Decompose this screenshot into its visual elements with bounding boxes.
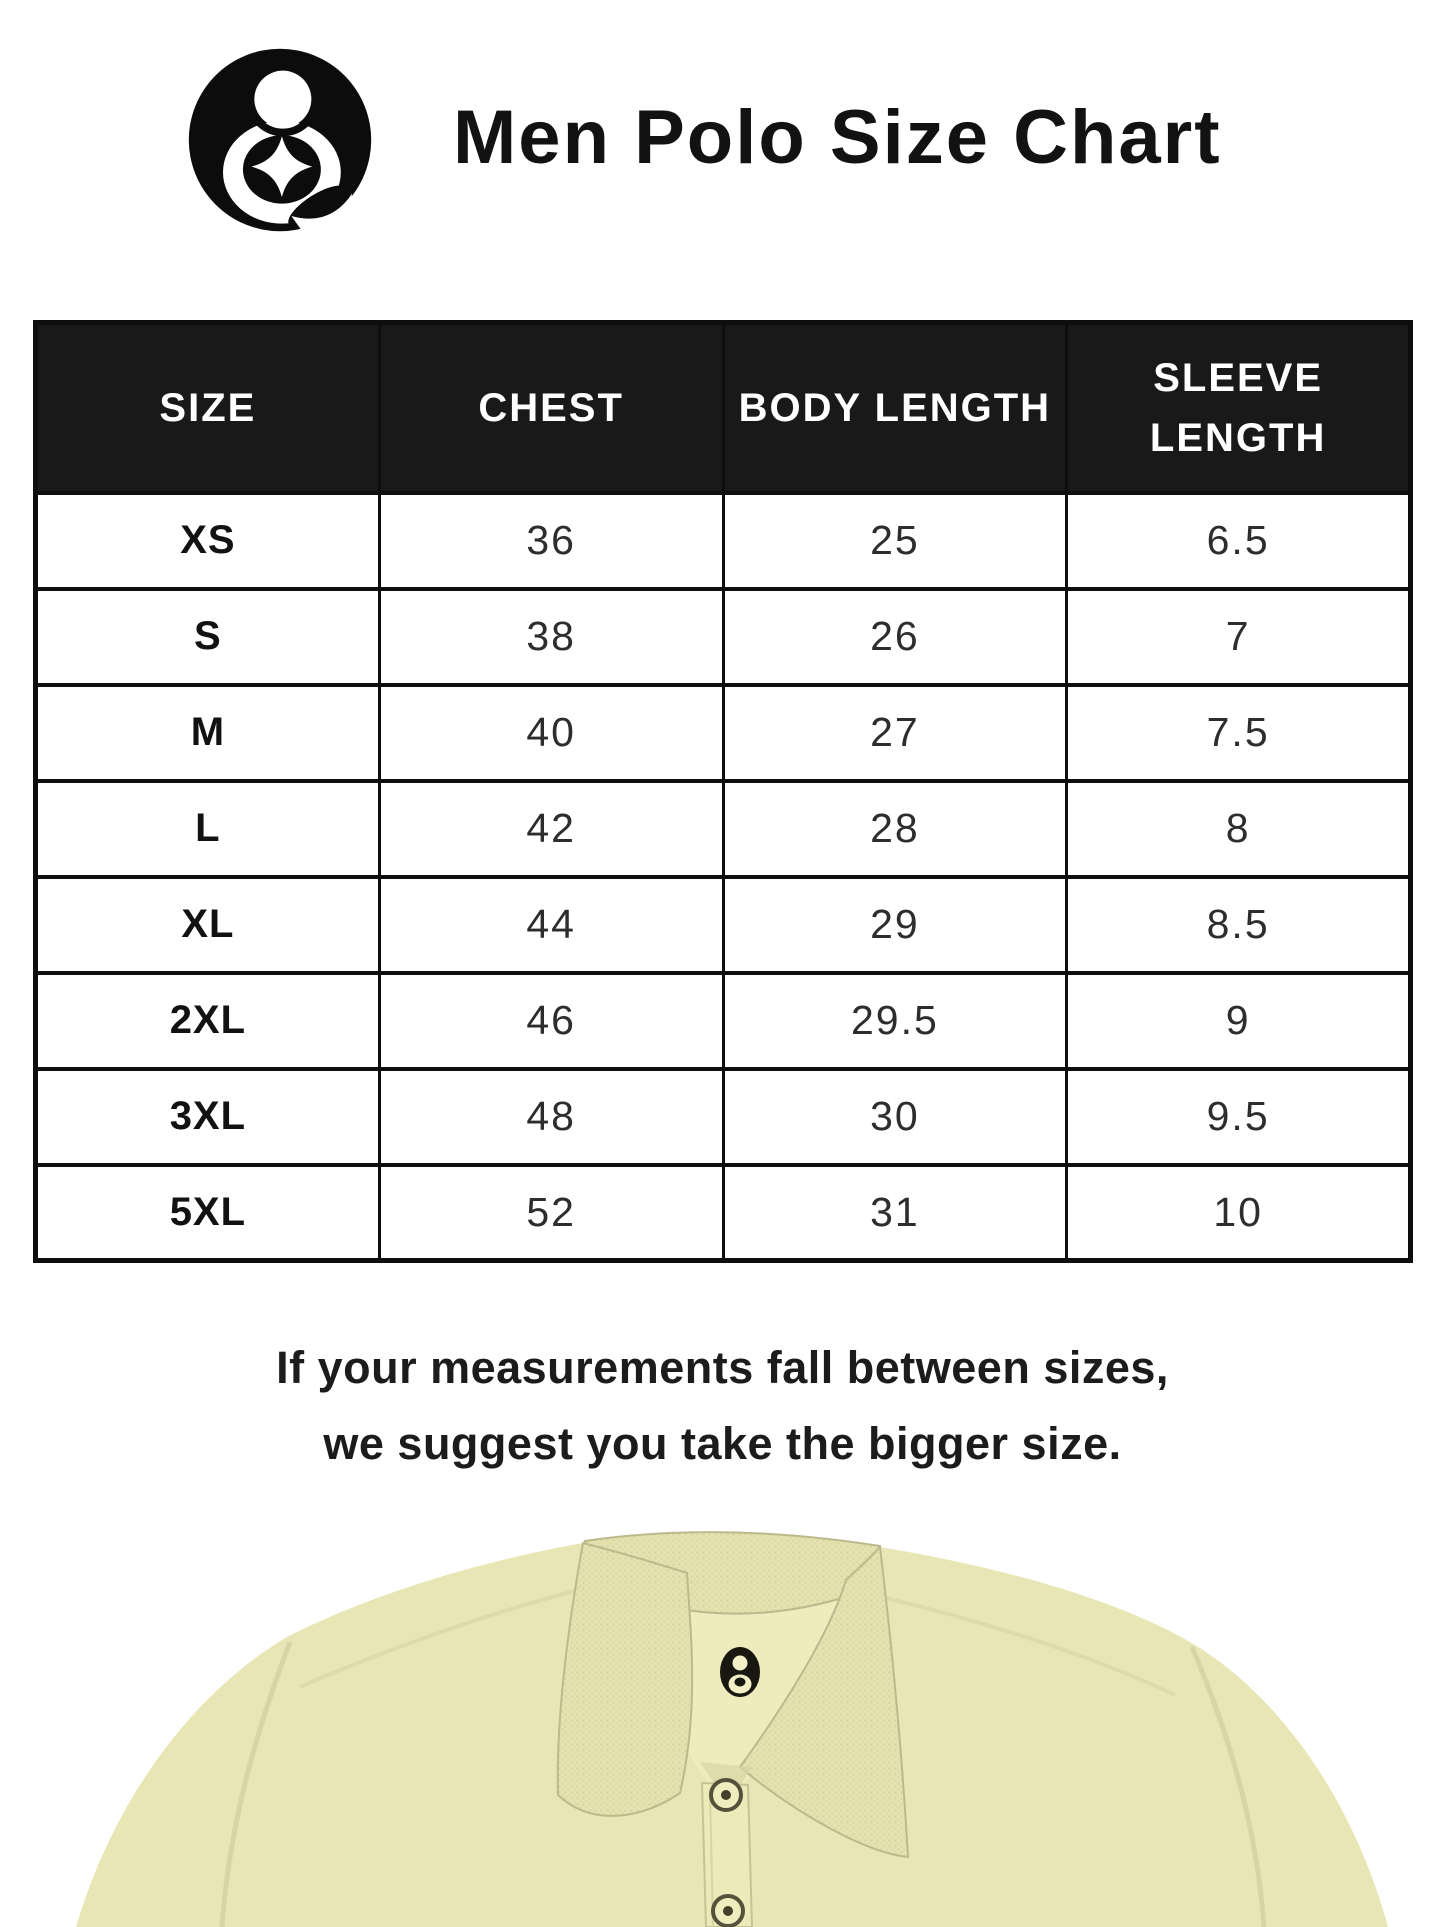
sleeve-length-value: 8.5 (1067, 877, 1411, 973)
sleeve-length-value: 8 (1067, 781, 1411, 877)
neck-tag-logo (720, 1647, 760, 1697)
body-length-value: 29.5 (723, 973, 1067, 1069)
column-header-body-length: BODY LENGTH (723, 323, 1067, 493)
body-length-value: 30 (723, 1069, 1067, 1165)
sleeve-length-value: 9 (1067, 973, 1411, 1069)
body-length-value: 31 (723, 1165, 1067, 1261)
table-row (36, 973, 1411, 1069)
body-length-value: 25 (723, 493, 1067, 589)
column-header-sleeve-length: SLEEVE LENGTH (1067, 323, 1411, 493)
polo-shirt-image (0, 1527, 1445, 1927)
chest-value: 44 (379, 877, 723, 973)
sleeve-length-value: 6.5 (1067, 493, 1411, 589)
table-row (36, 493, 1411, 589)
table-row (36, 781, 1411, 877)
body-length-value: 28 (723, 781, 1067, 877)
placket-button (713, 1896, 743, 1926)
sleeve-length-value: 9.5 (1067, 1069, 1411, 1165)
column-header-chest: CHEST (379, 323, 723, 493)
chest-value: 36 (379, 493, 723, 589)
size-label: 3XL (36, 1069, 380, 1165)
body-length-value: 27 (723, 685, 1067, 781)
table-row (36, 685, 1411, 781)
size-label: XL (36, 877, 380, 973)
sizing-note (0, 1330, 1445, 1482)
column-header-size: SIZE (36, 323, 380, 493)
chest-value: 48 (379, 1069, 723, 1165)
chest-value: 52 (379, 1165, 723, 1261)
header-row (36, 323, 1411, 493)
body-length-value: 29 (723, 877, 1067, 973)
table-row (36, 589, 1411, 685)
size-label: L (36, 781, 380, 877)
size-label: XS (36, 493, 380, 589)
sizing-note-line2: we suggest you take the bigger size. (323, 1418, 1122, 1469)
size-label: 2XL (36, 973, 380, 1069)
table-row (36, 877, 1411, 973)
chest-value: 42 (379, 781, 723, 877)
size-label: 5XL (36, 1165, 380, 1261)
sleeve-length-value: 10 (1067, 1165, 1411, 1261)
sleeve-length-value: 7 (1067, 589, 1411, 685)
chest-value: 38 (379, 589, 723, 685)
size-label: S (36, 589, 380, 685)
size-label: M (36, 685, 380, 781)
collar-left-flap (558, 1543, 692, 1816)
table-header (36, 323, 1411, 493)
sleeve-length-value: 7.5 (1067, 685, 1411, 781)
page-title: Men Polo Size Chart (453, 95, 1222, 180)
chest-value: 46 (379, 973, 723, 1069)
table-row (36, 1069, 1411, 1165)
placket-button (711, 1780, 741, 1810)
sizing-note-line1: If your measurements fall between sizes, (276, 1342, 1169, 1393)
brand-logo-icon (185, 45, 375, 235)
chest-value: 40 (379, 685, 723, 781)
table-row (36, 1165, 1411, 1261)
size-chart-table (33, 320, 1413, 1263)
body-length-value: 26 (723, 589, 1067, 685)
